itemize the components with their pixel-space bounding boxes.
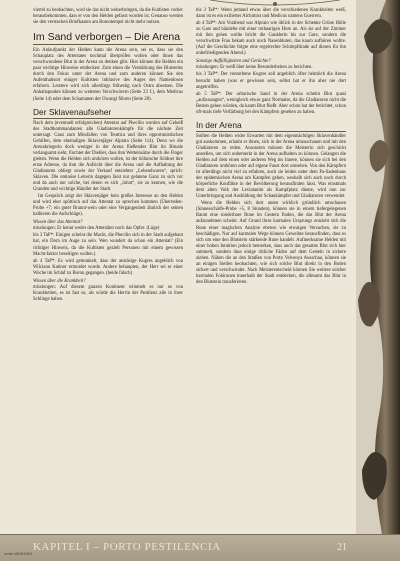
- right-column: [196, 8, 346, 287]
- answer-item: misslungen: Er weiß über keine Besonderheiten zu berichten.: [196, 65, 313, 71]
- answer-item: ab 4 TaP*: Es wird gemunkelt, dass der anstäsige Kugres angeblich von Wilciano Katinor ermordet wurde. Andere behaupten, der Herr sei er einer Woche im Schlaf zu Boron gegangen. (beide falsch): [33, 258, 183, 276]
- answer-item: bis 3 TaP*: Einigen scheint die Macht, die Phecilio sich in der Stadt aufgebaut hat, ein Dorn im Auge zu sein. Wen wundert da schon ein Attentat? (Ein richtiger Hinweis, da die Kultisten gezielt Personen mit einem gewissen Macht-faktor beseitigen wollen.): [33, 233, 183, 257]
- paragraph: Ein Anlaufpunkt der Helden kann die Arena sein, sei es, dass sie den Schauplatz des Attentates nochmal überprüfen wollen oder ihnen das verschwundene Blut in der Arena zu denken gibt. Hier können die Helden ein paar wichtige Hinweise entdecken: Zum einen die Verstärkung des Blutsteins durch den Fokus unter der Arena und zum anderen können Sie den Aufenthaltsort einiger Kultisten inklusive des Auges des Namenlosen erfahren. Letztere wird sich allerdings frühestig nach Ostra absetzen. Die Anhaltspunkte können zu weiteren Verschwörern (Seite 23 f.), dem Medicus (Seite 14) oder dem Schamanen der Owangi führen (Seite 28).: [33, 48, 183, 102]
- page-footer: [0, 534, 400, 561]
- paragraph: Nach dem (eventuell erfolgreichen) Attentat auf Phecilio wurden auf Geheiß des Stadtkommandanten alle Gladiatorenkämpfe für die nächste Zeit untersagt. Ganz zum Missfallen von Teuttica und ihres opportunistischen Gehilfen, dem ehemaligen Sklavenjäger Alprato (Seite 114). Denn wo die Arenakriegerin doch weniger in der Arena fließendes Blut ihr Rituale verlangsamt sieht, fürchtet der Diebler, dass ihm Wetteinsätze durch die Finger gleiten. Wenn die Helden sich umhören wollen, ist der höhnische Söldner ihre erste Adresse, da ihm die Aufsicht über die Arena und die Aufhaltung der Gladiatoren obliegt sowie der Verkauf entsiebter „Lebendwaren“, sprich: Sklaven. Die ominöse Leiterin dagegen lässt nur gelatene Ganz zu sich vor und da auch nur solche, bei denen es sich „lohnt“, sie zu kennen, wie die Granden und wichtige Händler der Stadt.: [33, 120, 183, 193]
- header-ornament: [210, 0, 340, 8]
- answer-item: ab 4 TaP*: Am Vorabend war Alpraio wie üblich in der Schenke Grüne Hölle zu Gast und bändelte mit einer rothaarigen Hure an. Als sie auf der Zimmer mit ihm gehen wollte bricht die Gauklerin bis zur Gute, sondern die verschwitzte Frau bekam auch noch Nasenbluten, das kaum aufhören wollte. (Auf die Geschichte folgte eine regelrechte Schimpftirade auf diesen für ihn unbefriedigenden Abend.): [196, 21, 346, 57]
- question-heading: Wissen über die Krankheit?: [33, 278, 86, 284]
- subsection-heading-slave-overseer: Der Sklavenaufseher: [33, 107, 183, 119]
- page-number: 21: [337, 542, 347, 553]
- answer-item: bis 3 TaP*: Der ventorbene Kugres soll angeblich öfter heimlich die Arena besucht haben (was er gewissen sein, selbst hat er ihn aber nie dort angetroffen.: [196, 72, 346, 90]
- question-heading: Wissen über das Attentat?: [33, 220, 83, 226]
- paragraph: viertel zu beobachten, wird sie das nicht weiterbringen, da die Kultisten vorher herausbekommen, dass er von den Helden gefasst worden ist. Genauso werden sie den verstecken Briefkasten am Botontempel nicht mehr nutzen.: [33, 8, 183, 26]
- paragraph: Sollten die Helden wider Erwarten mit dem eigenmächtigen Sklavenhändler gut auskommen, erlaubt er ihnen, sich in der Arena umzuschauen und mit den Gladiatoren zu reden. Ansonsten müssen die Meisterin sich geschickt anstellen, um sich unbemerkt in der Arena aufhalten zu können. Gelangen die Helden auf dem einen oder anderen Weg ins Innere, können sie sich bei den Gladiatoren umhören oder auf eigene Faust dort umsehen. Von den Kämpfern ist allerdings nicht viel zu erfahren, auch sie leiden unter dem Pa-liadenhaus der epidemischen Arena um Kampfen gehen, weshalb sich auch noch durch körperliche Konflikte in der Bevölkerung herausfinden lässt. Was einstmals dem alten Volk der Leviatanim als Kampfplatz diente, wird nun zur Unterbringung und Ausbildung der Schaukämpfer und Gladiatoren verwendet.: [196, 133, 346, 200]
- subsection-heading-in-arena: In der Arena: [196, 120, 346, 132]
- chapter-title: KAPITEL I – PORTO PESTILENCIA: [33, 541, 221, 553]
- side-ornament-illustration: [356, 0, 400, 534]
- paragraph: Im Gespräch zeigt der Sklavenjäger kein großes Interesse an den Helden und wird eher spöttisch auf das Attentat zu sprechen kommen (Überreden-Probe +7; ein guter Brannt-wein oder eine Vergangenheit ähnlich der seinen halbieren die Aufschläge).: [33, 194, 183, 218]
- section-heading-arena: Im Sand verborgen – Die Arena: [33, 31, 183, 45]
- answer-item: misslungen: Auf diesem ganzen Kontinent wimmelt es nur so von Krankheiten, es ist fast so, als würde die Herrin der Pestilenz alle in ihrer Schlinge haben.: [33, 284, 183, 302]
- paragraph: Wenn die Helden sich dort unten wirklich gründlich umschauen (Sinnesschärfe-Probe +5, 8 Stunden), können sie in einem tiefergelegenen Raum eine sonderbare Rune im Gestein finden, die das Blut der Arena aufzunehmen scheint. Auf Grund ihres karmalen Ursprungs entzieht sich die Rune einer magischen Analyse ebenso wie etwaigen Versuchen, sie zu beschädigen. Nur auf karmalen Wege können Geweihte herausfinden, dass es sich um eine den Blutstein stärkende Rune handelt. Aufmerksame Helden mit einer hohen Intuition jedoch bemerken, dass auch das gesamte Blut sich hier sammelt, sondern dass einige rötliche Fäden auf dem Gestein in sichere ziehen. Nähen die an den Straßen von Porto Velvenya Ausschau, können sie an einigen Stellen beobachten, wie sich solche Blut direkt in den Boden sickert und verschwindet. Nach Meisterentscheid können Sie weitere solcher karmalen Fokirunen innerhalb der Stadt entdecken, die allesamt das Blut in den Blutstein transferieren.: [196, 201, 346, 285]
- answer-item: ab 5 TaP*: Der urbarische Sand in der Arena scheint Blut quasi „aufzusaugen“, wenngleich etwas ganz Normales, da die Gladiatoren nicht die Besten gehen würden, da kaum Blut fließt. Aber schon hat der berichtet, schon oft-mals tiefe Verfärbung bei den Kämpfern gesehen zu haben.: [196, 91, 346, 115]
- order-stamp: order #6151091: [4, 551, 33, 556]
- left-column: [33, 8, 183, 304]
- question-heading: Sonstige Auffälligkeiten und Gerüchte?: [196, 59, 271, 65]
- answer-item: bis 3 TaP*: Wenn jemand etwas über die verschiedenen Krankheiten weiß, dann ist es ein exilierter Alchimist und Medicus namens Guerrero.: [196, 8, 346, 20]
- answer-item: misslungen: Er kennt weder den Attentäter noch das Opfer. (Lüge): [33, 226, 160, 232]
